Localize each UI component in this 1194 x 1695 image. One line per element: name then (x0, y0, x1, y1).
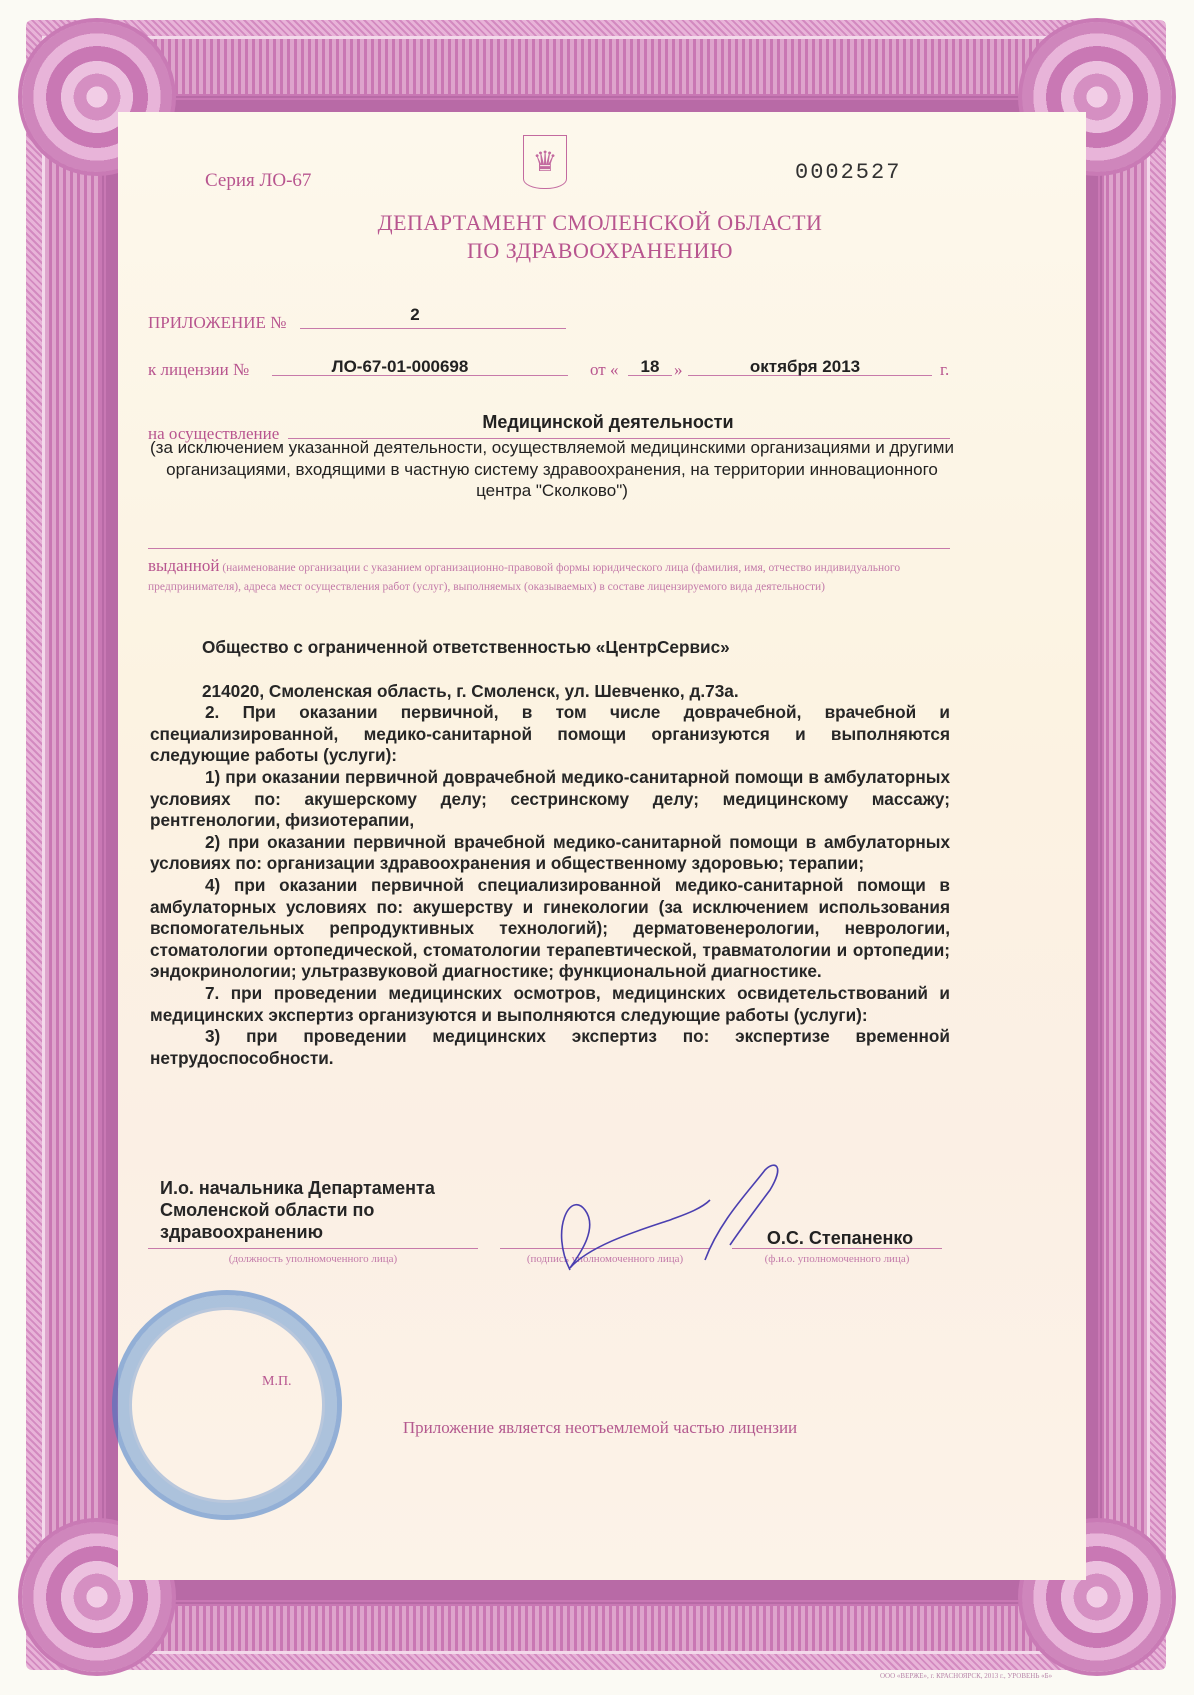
position-line (148, 1248, 478, 1249)
footer-note: Приложение является неотъемлемой частью лицензии (402, 1418, 798, 1437)
activity-value: Медицинской деятельности (482, 412, 734, 432)
item-4-specialized: 4) при оказании первичной специализированной медико-санитарной помощи в амбулаторных условиях по: акушерству и гинекологии (за исключением использования вспомогательных репродуктивных технологий); дерматовенерологии, неврологии, стоматологии ортопедической, стоматологии терапевтической, травматологии и ортопедии; эндокринологии; ультразвуковой диагностике; функциональной диагностике. (150, 874, 950, 982)
signatory-position (160, 1177, 435, 1243)
issued-line (148, 530, 950, 549)
signatory-position-line1: И.о. начальника Департамента (160, 1178, 435, 1198)
seal-place-label: М.П. (262, 1374, 292, 1389)
activity-note: (за исключением указанной деятельности, осуществляемой медицинскими организациями и другими организациями, входящими в частную систему здравоохранения, на территории инновационного центра "Сколково") (150, 438, 954, 500)
appendix-number: 2 (410, 305, 420, 324)
license-number: ЛО-67-01-000698 (331, 357, 469, 376)
name-caption: (ф.и.о. уполномоченного лица) (764, 1253, 910, 1265)
license-label: к лицензии № (148, 360, 250, 379)
official-seal-stamp (112, 1290, 342, 1520)
organization-name: Общество с ограниченной ответственностью «ЦентрСервис» (202, 637, 730, 657)
position-caption: (должность уполномоченного лица) (228, 1253, 398, 1265)
signature-caption: (подпись уполномоченного лица) (526, 1253, 684, 1265)
item-1-prehospital: 1) при оказании первичной доврачебной медико-санитарной помощи в амбулаторных условиях по: акушерскому делу; сестринскому делу; медицинскому массажу; рентгенологии, физиотерапии, (150, 766, 950, 831)
department-title-line2: ПО ЗДРАВООХРАНЕНИЮ (467, 238, 733, 263)
serial-number: 0002527 (795, 160, 902, 185)
section-7-intro: 7. при проведении медицинских осмотров, медицинских освидетельствований и медицинских экспертиз организуются и выполняются следующие работы (услуги): (150, 982, 950, 1025)
date-from-label: от « (590, 360, 619, 379)
day-close-quote: » (674, 360, 683, 379)
item-2-physician: 2) при оказании первичной врачебной медико-санитарной помощи в амбулаторных условиях по: организации здравоохранения и общественному здоровью; терапии; (150, 831, 950, 874)
day-value: 18 (640, 357, 660, 376)
issued-note: (наименование организации с указанием организационно-правовой формы юридического лица (фамилия, имя, отчество индивидуального предпринимателя), адреса мест осуществления работ (услуг), выполняемых (оказываемых) в составе лицензируемого вида деятельности) (148, 562, 901, 593)
series-label: Серия ЛО-67 (205, 170, 312, 191)
item-3-expertise: 3) при проведении медицинских экспертиз по: экспертизе временной нетрудоспособности. (150, 1026, 950, 1068)
department-title-line1: ДЕПАРТАМЕНТ СМОЛЕНСКОЙ ОБЛАСТИ (377, 210, 823, 235)
handwritten-signature (530, 1150, 800, 1300)
coat-of-arms-icon: ♛ (523, 135, 567, 189)
year-suffix: г. (940, 360, 950, 379)
month-year-value: октября 2013 (749, 357, 861, 376)
signatory-name: О.С. Степаненко (766, 1228, 914, 1248)
activity-label: на осуществление (148, 424, 280, 443)
signatory-position-line2: Смоленской области по (160, 1200, 375, 1220)
organization-address: 214020, Смоленская область, г. Смоленск, ул. Шевченко, д.73а. (202, 680, 739, 701)
appendix-label: ПРИЛОЖЕНИЕ № (148, 313, 287, 332)
name-line (732, 1248, 942, 1249)
document-body (150, 637, 950, 1069)
issued-label: выданной (148, 556, 220, 575)
issued-note-block (148, 556, 956, 597)
signatory-position-line3: здравоохранению (160, 1222, 323, 1242)
section-2-intro: 2. При оказании первичной, в том числе доврачебной, врачебной и специализированной, медико-санитарной помощи организуются и выполняются следующие работы (услуги): (150, 702, 950, 766)
printer-imprint: ООО «ВЕРЖЕ», г. КРАСНОЯРСК, 2013 г., УРОВЕНЬ «Б» (880, 1672, 1053, 1680)
